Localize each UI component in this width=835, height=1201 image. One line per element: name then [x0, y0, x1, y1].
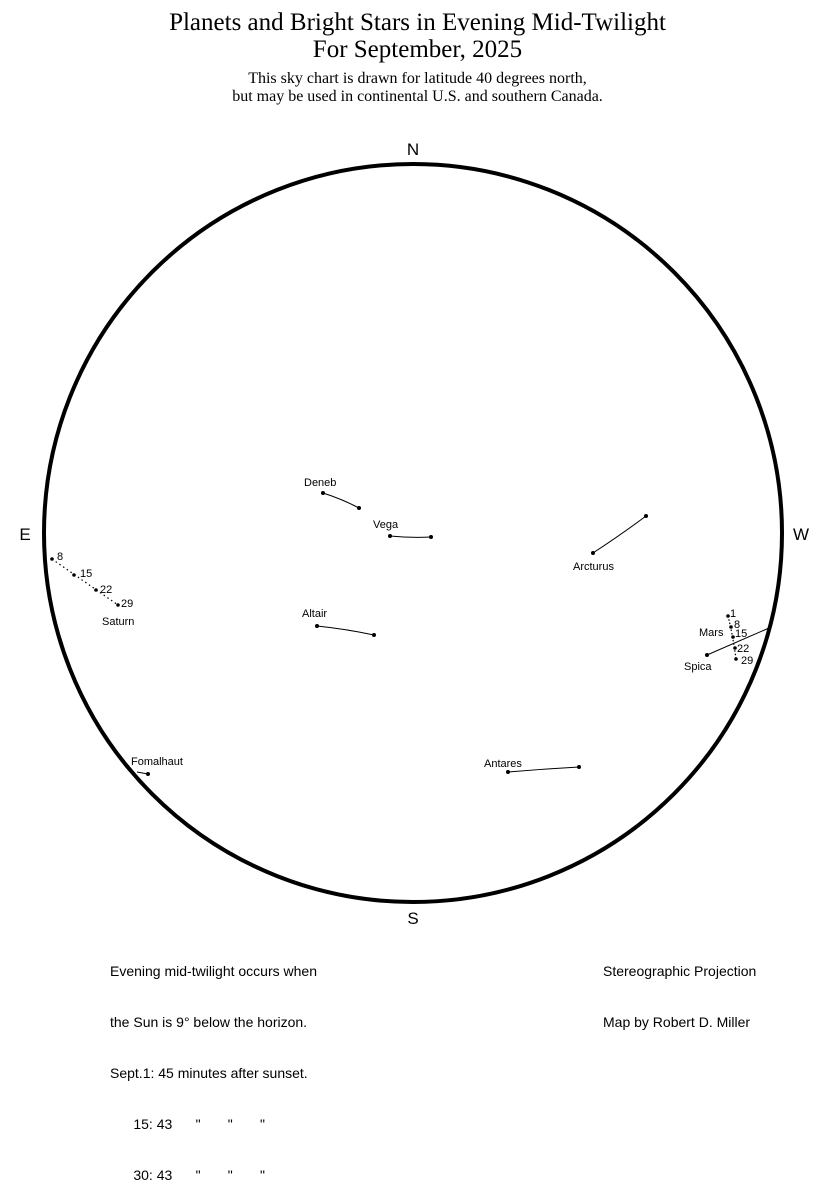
mars-date-label: 8: [734, 619, 741, 631]
mars-point-8: [729, 625, 733, 629]
mars-date-label: 15: [735, 628, 748, 640]
chart-title: Planets and Bright Stars in Evening Mid-Twilight: [169, 9, 666, 36]
planet-mars: [699, 608, 753, 667]
arcturus-label: Arcturus: [573, 561, 614, 573]
altair-label: Altair: [302, 608, 328, 620]
vega-point: [388, 534, 392, 538]
mars-date-label: 29: [741, 655, 754, 667]
star-altair: [302, 608, 376, 637]
altair-end-point: [372, 633, 376, 637]
mars-date-label: 1: [730, 608, 737, 620]
deneb-label: Deneb: [304, 477, 337, 489]
deneb-end-point: [357, 506, 361, 510]
mars-label: Mars: [699, 627, 724, 639]
altair-track: [317, 626, 374, 635]
chart-subtitle-line1: This sky chart is drawn for latitude 40 degrees north,: [248, 70, 587, 87]
antares-label: Antares: [484, 758, 522, 770]
spica-point: [705, 653, 709, 657]
arcturus-track: [593, 516, 646, 553]
star-fomalhaut: [131, 756, 183, 776]
vega-track: [390, 536, 431, 537]
saturn-date-label: 8: [57, 551, 64, 563]
chart-subtitle-line2: but may be used in continental U.S. and southern Canada.: [232, 88, 603, 105]
twilight-note: [110, 929, 317, 1201]
compass-south: S: [407, 909, 419, 928]
mars-point-29: [734, 657, 738, 661]
fomalhaut-label: Fomalhaut: [131, 756, 183, 768]
star-antares: [484, 758, 581, 774]
saturn-point-22: [94, 588, 98, 592]
projection-label: Stereographic Projection: [603, 963, 757, 979]
twilight-note-line: 15: 43 " " ": [110, 1116, 265, 1132]
saturn-label: Saturn: [102, 616, 135, 628]
twilight-note-line: 30: 43 " " ": [110, 1167, 265, 1183]
deneb-point: [321, 491, 325, 495]
horizon-circle: [44, 164, 782, 902]
star-arcturus: [573, 514, 648, 573]
author-credit: Map by Robert D. Miller: [603, 1014, 751, 1030]
twilight-note-line: Sept.1: 45 minutes after sunset.: [110, 1065, 308, 1081]
mars-date-label: 22: [737, 643, 750, 655]
vega-end-point: [429, 535, 433, 539]
saturn-point-15: [72, 573, 76, 577]
deneb-track: [323, 493, 359, 508]
saturn-date-label: 22: [100, 584, 113, 596]
arcturus-end-point: [644, 514, 648, 518]
twilight-note-line: the Sun is 9° below the horizon.: [110, 1014, 308, 1030]
antares-point: [506, 770, 510, 774]
spica-label: Spica: [684, 661, 712, 673]
saturn-date-label: 15: [80, 568, 93, 580]
saturn-track: [52, 559, 118, 605]
fomalhaut-point: [146, 772, 150, 776]
altair-point: [315, 624, 319, 628]
credits-note: [603, 929, 756, 1048]
chart-title-date: For September, 2025: [312, 36, 523, 63]
arcturus-point: [591, 551, 595, 555]
star-deneb: [304, 477, 361, 510]
saturn-date-label: 29: [121, 598, 134, 610]
compass-east: E: [19, 525, 31, 544]
planet-saturn: [50, 551, 134, 628]
saturn-point-8: [50, 557, 54, 561]
compass-north: N: [406, 140, 420, 159]
star-vega: [373, 519, 433, 539]
antares-end-point: [577, 765, 581, 769]
compass-west: W: [792, 525, 810, 544]
twilight-note-line: Evening mid-twilight occurs when: [110, 963, 317, 979]
vega-label: Vega: [373, 519, 399, 531]
saturn-point-29: [116, 603, 120, 607]
